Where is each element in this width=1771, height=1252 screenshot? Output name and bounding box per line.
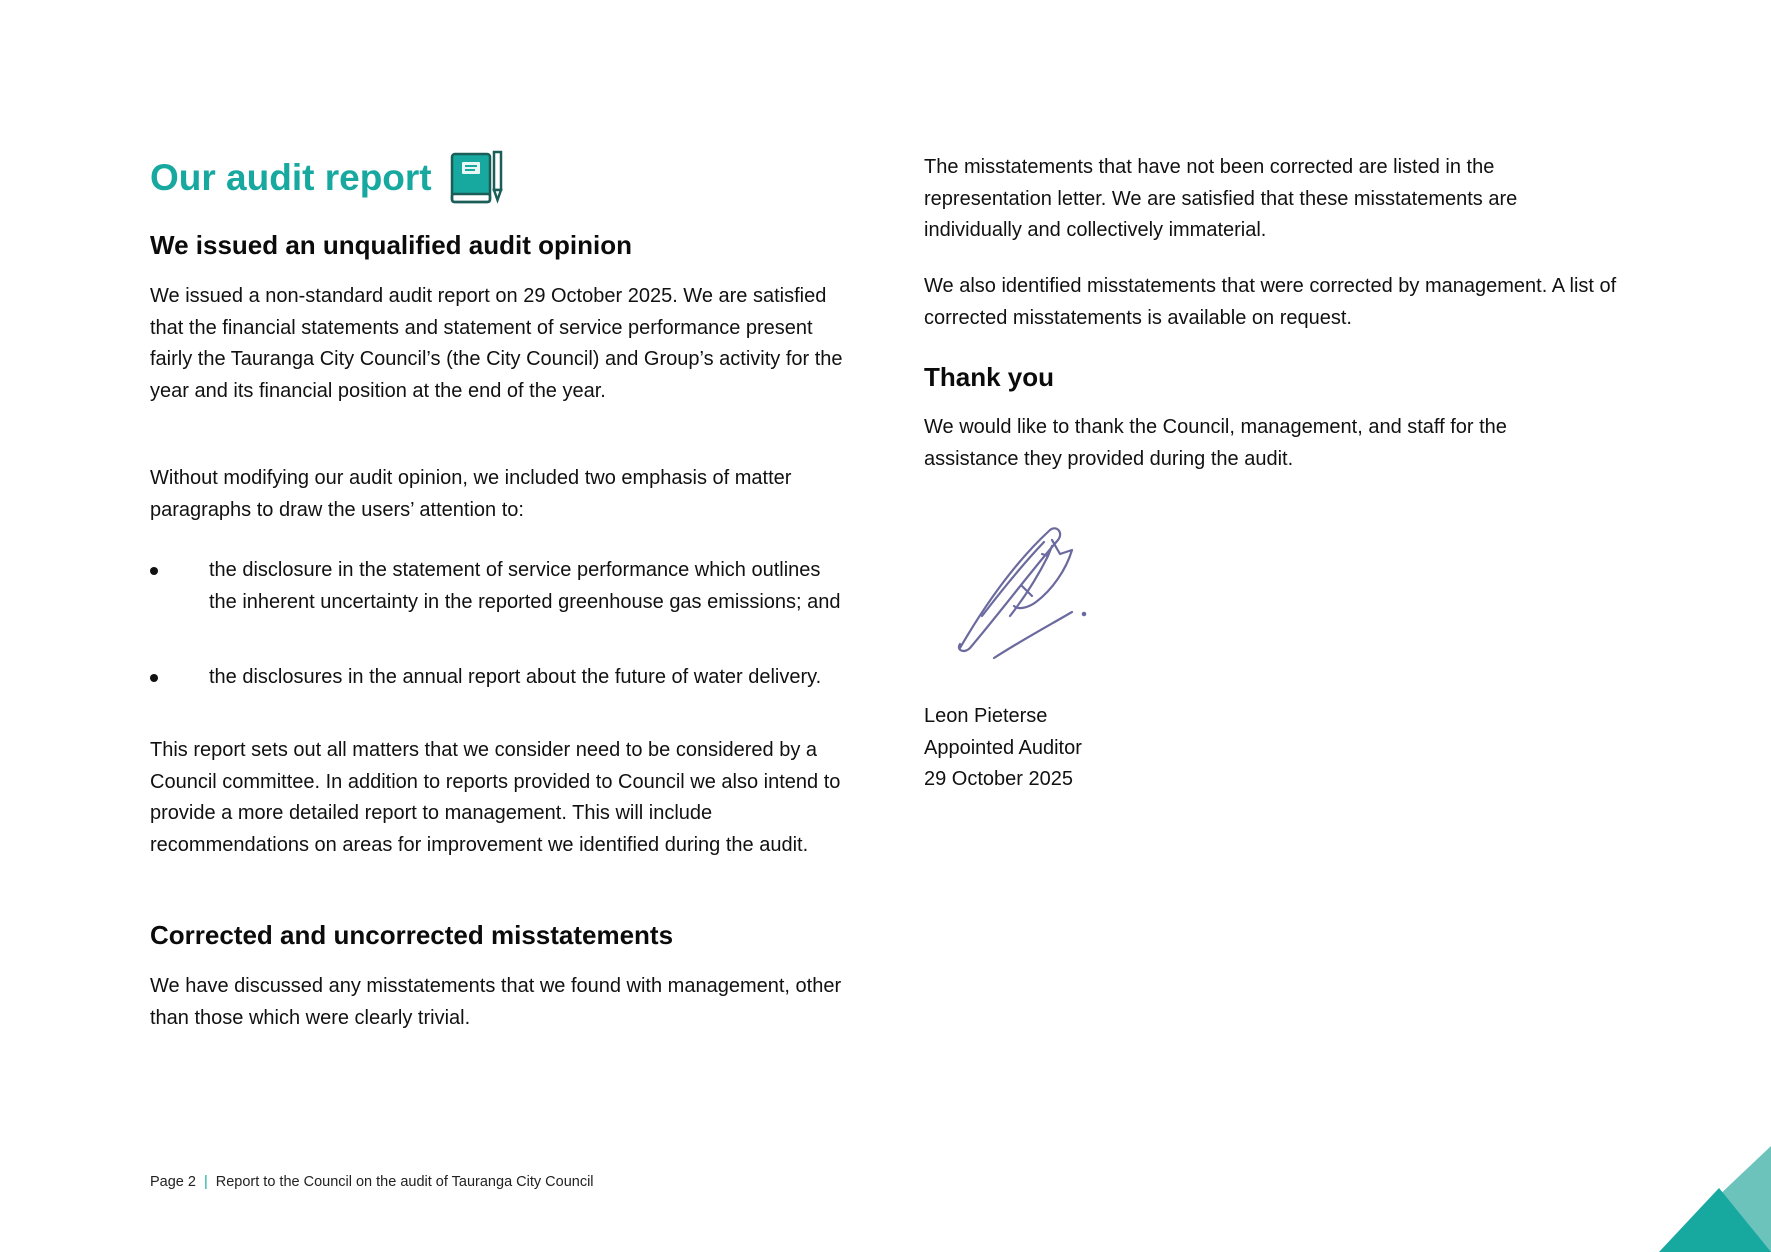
signature — [952, 520, 1112, 670]
heading-thank-you: Thank you — [924, 362, 1055, 392]
bullet-icon — [150, 674, 158, 682]
paragraph-thank-you: We would like to thank the Council, management, and staff for the assistance they provided during the audit. — [924, 416, 1507, 470]
paragraph-corrected-misstatements: We also identified misstatements that were corrected by management. A list of corrected misstatements is available on request. — [924, 275, 1617, 329]
paragraph-report-scope: This report sets out all matters that we consider need to be considered by a Council committee. In addition to reports provided to Council we also intend to provide a more detailed report to management. This will include recommendations on areas for improvement we identified during the audit. — [150, 739, 841, 856]
heading-misstatements: Corrected and uncorrected misstatements — [150, 920, 674, 950]
heading-audit-opinion: We issued an unqualified audit opinion — [150, 230, 632, 260]
bullet-icon — [150, 567, 158, 575]
page-number: Page 2 — [150, 1174, 196, 1190]
paragraph-uncorrected-misstatements: The misstatements that have not been corrected are listed in the representation letter. We are satisfied that these misstatements are individually and collectively immaterial. — [924, 156, 1518, 242]
corner-triangle-decoration — [1659, 1146, 1771, 1252]
page-title-block — [150, 150, 504, 206]
paragraph-emphasis-of-matter: Without modifying our audit opinion, we included two emphasis of matter paragraphs to draw the users’ attention to: — [150, 467, 792, 521]
paragraph-audit-opinion: We issued a non-standard audit report on 29 October 2025. We are satisfied that the financial statements and statement of service performance present fairly the Tauranga City Council’s (the City Council) and Group’s activity for the year and its financial position at the end of the year. — [150, 285, 843, 402]
footer-title: Report to the Council on the audit of Tauranga City Council — [215, 1174, 594, 1190]
book-with-pencil-icon — [450, 150, 504, 206]
signatory-date: 29 October 2025 — [924, 768, 1073, 790]
bullet-text: the disclosure in the statement of service performance which outlines the inherent uncertainty in the reported greenhouse gas emissions; and — [209, 559, 841, 613]
paragraph-misstatements: We have discussed any misstatements that we found with management, other than those which were clearly trivial. — [150, 975, 842, 1029]
page-footer — [150, 1174, 594, 1190]
page-title: Our audit report — [150, 157, 432, 198]
footer-separator: | — [203, 1174, 208, 1190]
bullet-text: the disclosures in the annual report about the future of water delivery. — [209, 666, 822, 688]
signatory-name: Leon Pieterse — [924, 705, 1048, 727]
signatory-role: Appointed Auditor — [924, 737, 1082, 759]
